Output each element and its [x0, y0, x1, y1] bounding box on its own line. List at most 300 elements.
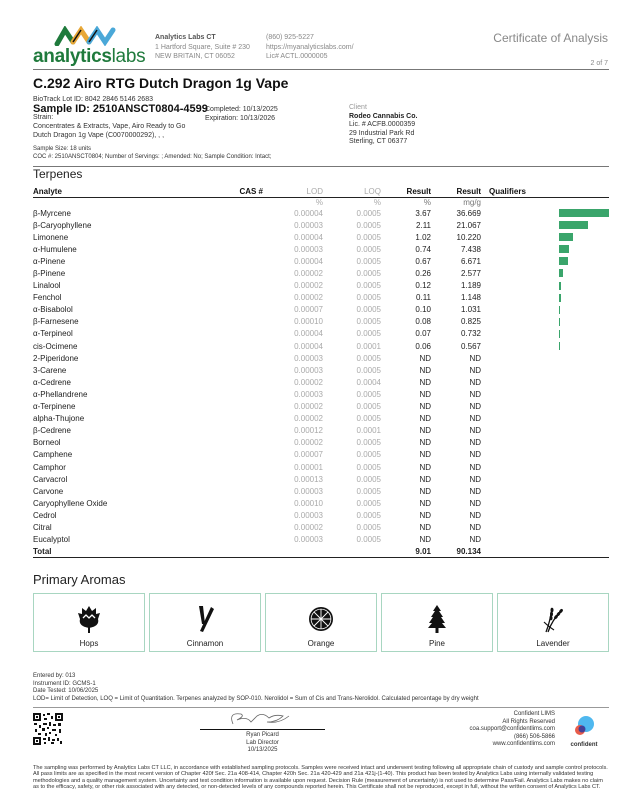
result-percent: ND [419, 450, 431, 460]
col-cas: CAS # [173, 186, 263, 197]
unit-result-pct: % [423, 197, 431, 207]
result-percent: 0.06 [415, 341, 431, 351]
cas-number [173, 376, 263, 388]
lab-address-1: 1 Hartford Square, Suite # 230 [155, 43, 250, 51]
notes-divider [33, 707, 609, 708]
col-analyte: Analyte [33, 186, 173, 197]
qualifier-bar-cell [481, 413, 609, 425]
loq-value: 0.0004 [356, 377, 381, 387]
result-mgg: 1.148 [460, 293, 481, 303]
analyte-name: β-Farnesene [33, 317, 79, 327]
loq-value: 0.0005 [356, 329, 381, 339]
loq-value: 0.0005 [356, 510, 381, 520]
table-row [33, 473, 609, 485]
total-percent: 9.01 [381, 546, 431, 558]
result-mgg: ND [469, 510, 481, 520]
lims-name: Confident LIMS [513, 711, 555, 717]
result-percent: ND [419, 377, 431, 387]
lod-value: 0.00002 [294, 438, 323, 448]
table-row [33, 280, 609, 292]
result-bar [559, 221, 588, 229]
result-mgg: 1.031 [460, 305, 481, 315]
total-label: Total [33, 546, 173, 558]
cinnamon-icon [192, 604, 218, 634]
result-percent: 0.12 [415, 281, 431, 291]
result-mgg: ND [469, 498, 481, 508]
result-percent: 1.02 [415, 232, 431, 242]
loq-value: 0.0005 [356, 232, 381, 242]
result-mgg: ND [469, 462, 481, 472]
hops-icon [76, 604, 102, 634]
qualifier-bar-cell [481, 437, 609, 449]
header-divider [33, 69, 609, 70]
analyte-name: α-Humulene [33, 244, 77, 254]
confident-logo [566, 715, 602, 748]
analyte-name: Cedrol [33, 510, 57, 520]
company-logo [33, 26, 146, 68]
disclaimer-text: The sampling was performed by Analytics Labs CT LLC, in accordance with established sampling protocols. Samples were received intact and underwent testing following all appropriate chain of custody and sample control protocols. All pass limits are as specified in the most recent version of Chapter 420f Sec. 21a 408-414, Chapter 420h Sec. 21a 420-429 and 21a 421j-(1-40). This product has been tested by Analytics Labs using internally validated testing methodologies and a quality management system. Uncertainty and test condition information is available upon request. Decision Rule (measurement of uncertainty) is not used to determine Pass/Fail. Analytics Labs makes no claim as to the efficacy, safety, or other risk associated with any detected, or non-detected levels of any compounds reported herein. This Certificate shall not be reproduced, except in full, without the written consent of Analytics Labs CT. [33, 765, 608, 791]
dates [205, 106, 278, 123]
analyte-name: Eucalyptol [33, 535, 70, 545]
analyte-name: β-Pinene [33, 269, 66, 279]
result-mgg: ND [469, 522, 481, 532]
sample-info [33, 146, 271, 161]
qualifier-bar-cell [481, 280, 609, 292]
result-percent: ND [419, 365, 431, 375]
result-bar [559, 342, 560, 350]
result-bar [559, 306, 560, 314]
table-row [33, 413, 609, 425]
unit-loq: % [373, 197, 381, 207]
qualifier-bar-cell [481, 207, 609, 219]
signer-name: Ryan Picard [246, 732, 279, 738]
analyte-name: Borneol [33, 438, 61, 448]
analyte-name: β-Cedrene [33, 426, 71, 436]
cas-number [173, 364, 263, 376]
cas-number [173, 473, 263, 485]
result-mgg: ND [469, 365, 481, 375]
cas-number [173, 316, 263, 328]
cas-number [173, 243, 263, 255]
cas-number [173, 401, 263, 413]
table-row [33, 449, 609, 461]
analyte-name: β-Caryophyllene [33, 220, 92, 230]
qr-code-icon[interactable] [33, 713, 63, 745]
result-percent: ND [419, 414, 431, 424]
lab-name: Analytics Labs CT [155, 34, 216, 41]
cas-number [173, 304, 263, 316]
loq-value: 0.0005 [356, 462, 381, 472]
result-mgg: ND [469, 353, 481, 363]
lod-value: 0.00010 [294, 317, 323, 327]
cas-number [173, 255, 263, 267]
aroma-card-hops [33, 593, 145, 652]
loq-value: 0.0005 [356, 220, 381, 230]
cas-number [173, 509, 263, 521]
lod-value: 0.00002 [294, 281, 323, 291]
lod-value: 0.00002 [294, 269, 323, 279]
cas-number [173, 425, 263, 437]
loq-value: 0.0001 [356, 426, 381, 436]
test-notes [33, 673, 609, 703]
terpenes-table [33, 186, 609, 558]
lod-value: 0.00003 [294, 389, 323, 399]
analyte-name: Carvone [33, 486, 64, 496]
result-bar [559, 233, 573, 241]
total-qualifiers [481, 546, 609, 558]
analyte-name: Caryophyllene Oxide [33, 498, 108, 508]
result-percent: ND [419, 438, 431, 448]
result-percent: ND [419, 535, 431, 545]
unit-result-mgg: mg/g [463, 197, 481, 207]
loq-value: 0.0005 [356, 244, 381, 254]
analyte-name: 3-Carene [33, 365, 67, 375]
aromas-section-title: Primary Aromas [33, 572, 126, 587]
table-row [33, 255, 609, 267]
loq-value: 0.0005 [356, 438, 381, 448]
table-header-row [33, 186, 609, 197]
qualifier-bar-cell [481, 485, 609, 497]
qualifier-bar-cell [481, 449, 609, 461]
total-row [33, 546, 609, 558]
qualifier-bar-cell [481, 364, 609, 376]
col-loq: LOQ [323, 186, 381, 197]
table-row [33, 328, 609, 340]
result-percent: ND [419, 510, 431, 520]
result-mgg: 7.438 [460, 244, 481, 254]
qualifier-bar-cell [481, 292, 609, 304]
table-row [33, 364, 609, 376]
cas-number [173, 413, 263, 425]
qualifier-bar-cell [481, 340, 609, 352]
table-row [33, 219, 609, 231]
analyte-name: α-Terpinene [33, 402, 76, 412]
aroma-label-pine: Pine [428, 639, 445, 648]
lod-value: 0.00004 [294, 256, 323, 266]
lod-value: 0.00002 [294, 522, 323, 532]
lod-value: 0.00013 [294, 474, 323, 484]
loq-value: 0.0005 [356, 414, 381, 424]
qualifier-bar-cell [481, 497, 609, 509]
product-description-line-2: Dutch Dragon 1g Vape (C0070000292), , , [33, 131, 165, 139]
result-mgg: 10.220 [456, 232, 481, 242]
cas-number [173, 267, 263, 279]
lims-email-link[interactable]: coa.support@confidentlims.com [469, 726, 555, 732]
result-mgg: 36.669 [456, 208, 481, 218]
aroma-label-lavender: Lavender [536, 639, 570, 648]
cas-number [173, 449, 263, 461]
analyte-name: 2-Piperidone [33, 353, 79, 363]
lims-website-link[interactable]: www.confidentlims.com [492, 741, 555, 747]
result-mgg: ND [469, 438, 481, 448]
lod-value: 0.00004 [294, 232, 323, 242]
qualifier-bar-cell [481, 255, 609, 267]
client-address-2: Sterling, CT 06377 [349, 138, 408, 145]
qualifier-bar-cell [481, 521, 609, 533]
lod-value: 0.00002 [294, 293, 323, 303]
expiration-date: Expiration: 10/13/2026 [205, 114, 276, 122]
lims-info [440, 711, 555, 749]
lod-value: 0.00007 [294, 450, 323, 460]
table-row [33, 340, 609, 352]
lod-value: 0.00007 [294, 305, 323, 315]
result-percent: ND [419, 486, 431, 496]
table-row [33, 292, 609, 304]
qualifier-bar-cell [481, 534, 609, 546]
result-bar [559, 269, 563, 277]
loq-value: 0.0005 [356, 389, 381, 399]
col-qualifiers: Qualifiers [481, 186, 609, 197]
product-description [33, 123, 185, 140]
loq-value: 0.0005 [356, 317, 381, 327]
signature-icon [223, 710, 303, 728]
loq-value: 0.0001 [356, 341, 381, 351]
lod-value: 0.00003 [294, 535, 323, 545]
lod-value: 0.00003 [294, 220, 323, 230]
loq-value: 0.0005 [356, 256, 381, 266]
result-bar [559, 318, 560, 326]
result-percent: ND [419, 389, 431, 399]
client-address-1: 29 Industrial Park Rd [349, 129, 415, 137]
lod-value: 0.00002 [294, 402, 323, 412]
document-title: Certificate of Analysis [493, 31, 608, 45]
result-bar [559, 294, 561, 302]
loq-value: 0.0005 [356, 535, 381, 545]
instrument-id: Instrument ID: GCMS-1 [33, 680, 96, 687]
qualifier-bar-cell [481, 304, 609, 316]
entered-by: Entered by: 013 [33, 673, 76, 679]
lims-rights: All Rights Reserved [502, 718, 555, 725]
cas-number [173, 437, 263, 449]
result-percent: ND [419, 353, 431, 363]
qualifier-bar-cell [481, 376, 609, 388]
signer-title: Lab Director [246, 739, 279, 746]
analyte-name: α-Cedrene [33, 377, 71, 387]
lod-value: 0.00003 [294, 365, 323, 375]
qualifier-bar-cell [481, 231, 609, 243]
table-row [33, 231, 609, 243]
result-bar [559, 282, 561, 290]
qualifier-bar-cell [481, 401, 609, 413]
result-percent: 0.08 [415, 317, 431, 327]
aromas-grid [33, 593, 609, 652]
loq-value: 0.0005 [356, 353, 381, 363]
lod-value: 0.00003 [294, 353, 323, 363]
loq-value: 0.0005 [356, 450, 381, 460]
loq-value: 0.0005 [356, 269, 381, 279]
qualifier-bar-cell [481, 352, 609, 364]
result-mgg: ND [469, 414, 481, 424]
table-row [33, 521, 609, 533]
total-mgg: 90.134 [431, 546, 481, 558]
result-percent: ND [419, 402, 431, 412]
qualifier-bar-cell [481, 267, 609, 279]
analyte-name: β-Myrcene [33, 208, 71, 218]
qualifier-bar-cell [481, 316, 609, 328]
table-row [33, 461, 609, 473]
table-row [33, 425, 609, 437]
terpenes-section-title: Terpenes [33, 167, 83, 181]
page-indicator: 2 of 7 [590, 60, 608, 67]
result-percent: 0.07 [415, 329, 431, 339]
result-mgg: ND [469, 535, 481, 545]
qualifier-bar-cell [481, 219, 609, 231]
lod-value: 0.00003 [294, 510, 323, 520]
lod-value: 0.00004 [294, 329, 323, 339]
cas-number [173, 461, 263, 473]
loq-value: 0.0005 [356, 365, 381, 375]
qualifier-bar-cell [481, 328, 609, 340]
col-lod: LOD [263, 186, 323, 197]
aroma-card-orange [265, 593, 377, 652]
lod-loq-legend: LOD= Limit of Detection, LOQ = Limit of Quantitation. Terpenes analyzed by SOP-010. Nerolidol = Sum of Cis and Trans-Nerolidol. Calculated percentage by dry weight [33, 695, 479, 702]
lod-value: 0.00003 [294, 244, 323, 254]
table-row [33, 401, 609, 413]
loq-value: 0.0005 [356, 522, 381, 532]
pine-icon [424, 604, 450, 634]
unit-lod: % [315, 197, 323, 207]
confident-logo-icon [572, 715, 596, 737]
cas-number [173, 388, 263, 400]
aroma-card-pine [381, 593, 493, 652]
result-mgg: 0.825 [460, 317, 481, 327]
cas-number [173, 521, 263, 533]
analyte-name: α-Bisabolol [33, 305, 73, 315]
cas-number [173, 485, 263, 497]
cas-number [173, 219, 263, 231]
lab-license: Lic# ACTL.0000005 [266, 53, 328, 60]
lod-value: 0.00002 [294, 414, 323, 424]
product-description-line-1: Concentrates & Extracts, Vape, Airo Ready to Go [33, 123, 186, 130]
table-row [33, 388, 609, 400]
result-mgg: ND [469, 402, 481, 412]
result-mgg: ND [469, 450, 481, 460]
cas-number [173, 207, 263, 219]
analyte-name: α-Terpineol [33, 329, 73, 339]
client-name: Rodeo Cannabis Co. [349, 112, 418, 120]
qualifier-bar-cell [481, 243, 609, 255]
loq-value: 0.0005 [356, 305, 381, 315]
analyte-name: Camphor [33, 462, 66, 472]
analyte-name: Citral [33, 522, 52, 532]
aroma-label-cinnamon: Cinnamon [186, 639, 224, 648]
result-percent: ND [419, 426, 431, 436]
result-bar [559, 257, 568, 265]
lod-value: 0.00001 [294, 462, 323, 472]
table-row [33, 497, 609, 509]
analyte-name: α-Phellandrene [33, 389, 88, 399]
table-row [33, 376, 609, 388]
table-row [33, 485, 609, 497]
table-row [33, 534, 609, 546]
result-bar [559, 330, 560, 338]
completed-date: Completed: 10/13/2025 [205, 106, 278, 113]
result-mgg: 1.189 [460, 281, 481, 291]
result-mgg: ND [469, 377, 481, 387]
loq-value: 0.0005 [356, 402, 381, 412]
lab-website-link[interactable]: https://myanalyticslabs.com/ [266, 43, 354, 51]
lab-info [155, 33, 250, 62]
analyte-name: α-Pinene [33, 256, 66, 266]
biotrack-lot-id: BioTrack Lot ID: 8042 2846 5146 2683 [33, 96, 153, 103]
client-block [349, 104, 417, 147]
table-row [33, 304, 609, 316]
lavender-icon [540, 604, 566, 634]
analyte-name: cis-Ocimene [33, 341, 78, 351]
logo-waves-icon [53, 26, 123, 46]
result-percent: ND [419, 462, 431, 472]
terpenes-divider [33, 166, 609, 167]
qualifier-bar-cell [481, 461, 609, 473]
analyte-name: Carvacrol [33, 474, 68, 484]
result-mgg: 6.671 [460, 256, 481, 266]
lab-address-2: NEW BRITAIN, CT 06052 [155, 53, 235, 60]
table-row [33, 437, 609, 449]
sample-size: Sample Size: 18 units [33, 146, 92, 152]
col-result-mgg: Result [431, 186, 481, 197]
lod-value: 0.00003 [294, 486, 323, 496]
table-row [33, 316, 609, 328]
cas-number [173, 280, 263, 292]
orange-icon [308, 604, 334, 634]
result-mgg: ND [469, 426, 481, 436]
logo-text-secondary: labs [111, 46, 146, 67]
lod-value: 0.00004 [294, 341, 323, 351]
loq-value: 0.0005 [356, 474, 381, 484]
result-mgg: ND [469, 474, 481, 484]
qualifier-bar-cell [481, 509, 609, 521]
sample-id: Sample ID: 2510ANSCT0804-4599 [33, 103, 208, 115]
date-tested: Date Tested: 10/06/2025 [33, 688, 99, 694]
aroma-label-orange: Orange [307, 639, 335, 648]
result-mgg: 21.067 [456, 220, 481, 230]
result-percent: 3.67 [415, 208, 431, 218]
result-bar [559, 245, 569, 253]
result-percent: ND [419, 522, 431, 532]
lab-contact [266, 33, 354, 62]
cas-number [173, 231, 263, 243]
loq-value: 0.0005 [356, 486, 381, 496]
cas-number [173, 340, 263, 352]
client-license: Lic. # ACFB.0000359 [349, 121, 416, 128]
total-lod [263, 546, 323, 558]
confident-brand-text: confident [570, 742, 598, 748]
total-cas [173, 546, 263, 558]
qualifier-bar-cell [481, 388, 609, 400]
lab-phone: (860) 925-5227 [266, 34, 314, 41]
table-row [33, 352, 609, 364]
loq-value: 0.0005 [356, 281, 381, 291]
cas-number [173, 328, 263, 340]
result-mgg: 0.732 [460, 329, 481, 339]
result-percent: 0.10 [415, 305, 431, 315]
aroma-label-hops: Hops [79, 639, 99, 648]
cas-number [173, 292, 263, 304]
cas-number [173, 352, 263, 364]
cas-number [173, 497, 263, 509]
result-percent: 0.26 [415, 269, 431, 279]
lod-value: 0.00004 [294, 208, 323, 218]
lod-value: 0.00002 [294, 377, 323, 387]
analyte-name: Linalool [33, 281, 61, 291]
result-percent: ND [419, 498, 431, 508]
analyte-name: alpha-Thujone [33, 414, 85, 424]
analyte-name: Fenchol [33, 293, 62, 303]
qualifier-bar-cell [481, 425, 609, 437]
client-label: Client [349, 104, 367, 111]
total-loq [323, 546, 381, 558]
strain-label: Strain: [33, 114, 54, 121]
